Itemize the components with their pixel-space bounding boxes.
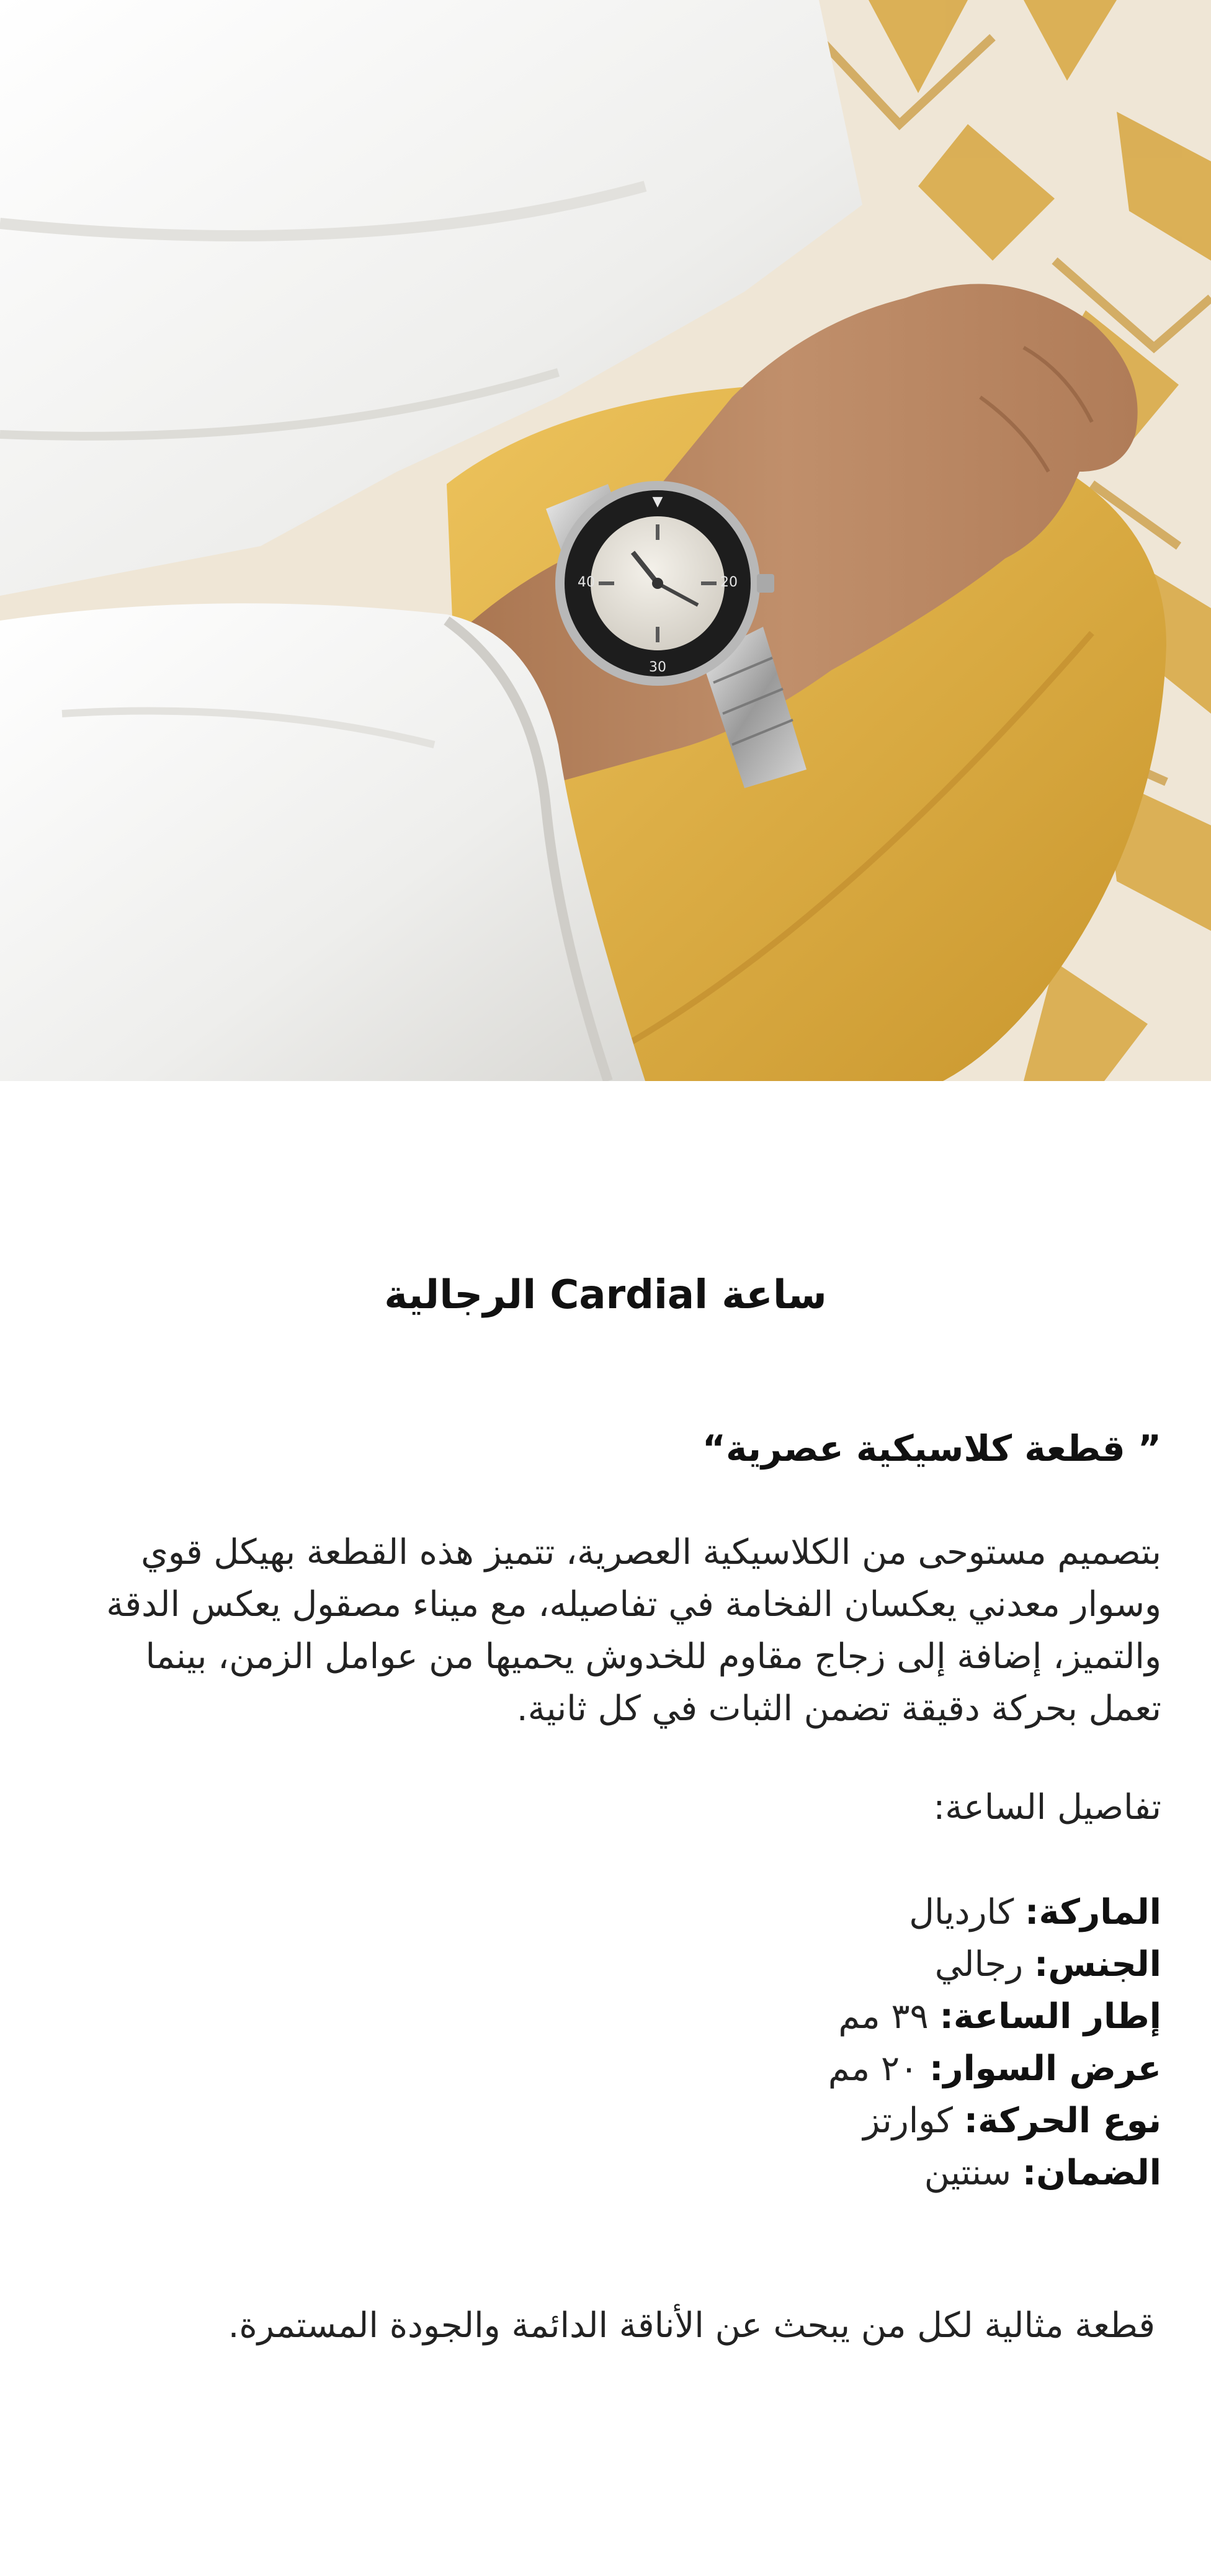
product-tagline: ” قطعة كلاسيكية عصرية“ [702, 1427, 1161, 1470]
spec-item-warranty [828, 2147, 1161, 2199]
spec-item-strap-width [828, 2043, 1161, 2095]
closing-statement: قطعة مثالية لكل من يبحث عن الأناقة الدائمة والجودة المستمرة. [228, 2305, 1155, 2346]
svg-text:30: 30 [649, 660, 666, 675]
spec-value: سنتين [924, 2153, 1012, 2193]
spec-item-gender [828, 1939, 1161, 1991]
watch-on-wrist-photo [0, 0, 1211, 1081]
spec-value: كارديال [909, 1892, 1014, 1932]
spec-item-brand [828, 1887, 1161, 1939]
svg-text:▼: ▼ [652, 494, 663, 509]
spec-label: عرض السوار: [929, 2049, 1161, 2089]
product-title: ساعة Cardial الرجالية [384, 1272, 827, 1318]
details-heading: تفاصيل الساعة: [933, 1787, 1161, 1828]
spec-value: ٣٩ مم [838, 1996, 929, 2037]
spec-label: الضمان: [1022, 2153, 1161, 2193]
spec-item-movement [828, 2095, 1161, 2147]
spec-value: ٢٠ مم [828, 2049, 919, 2089]
spec-label: إطار الساعة: [939, 1996, 1161, 2037]
spec-label: الماركة: [1025, 1892, 1161, 1932]
hero-image [0, 0, 1211, 1081]
svg-text:40: 40 [578, 575, 595, 590]
spec-label: الجنس: [1034, 1944, 1161, 1985]
spec-item-case-size [828, 1991, 1161, 2043]
spec-label: نوع الحركة: [963, 2101, 1161, 2141]
specs-list [828, 1887, 1161, 2199]
svg-text:20: 20 [720, 575, 738, 590]
spec-value: كوارتز [863, 2101, 953, 2141]
spec-value: رجالي [934, 1944, 1024, 1985]
product-description: بتصميم مستوحى من الكلاسيكية العصرية، تتميز هذه القطعة بهيكل قوي وسوار معدني يعكسان الفخامة في تفاصيله، مع ميناء مصقول يعكس الدقة والتميز، إضافة إلى زجاج مقاوم للخدوش يحميها من عوامل الزمن، بينما تعمل بحركة دقيقة تضمن الثبات في كل ثانية. [106, 1532, 1161, 1729]
